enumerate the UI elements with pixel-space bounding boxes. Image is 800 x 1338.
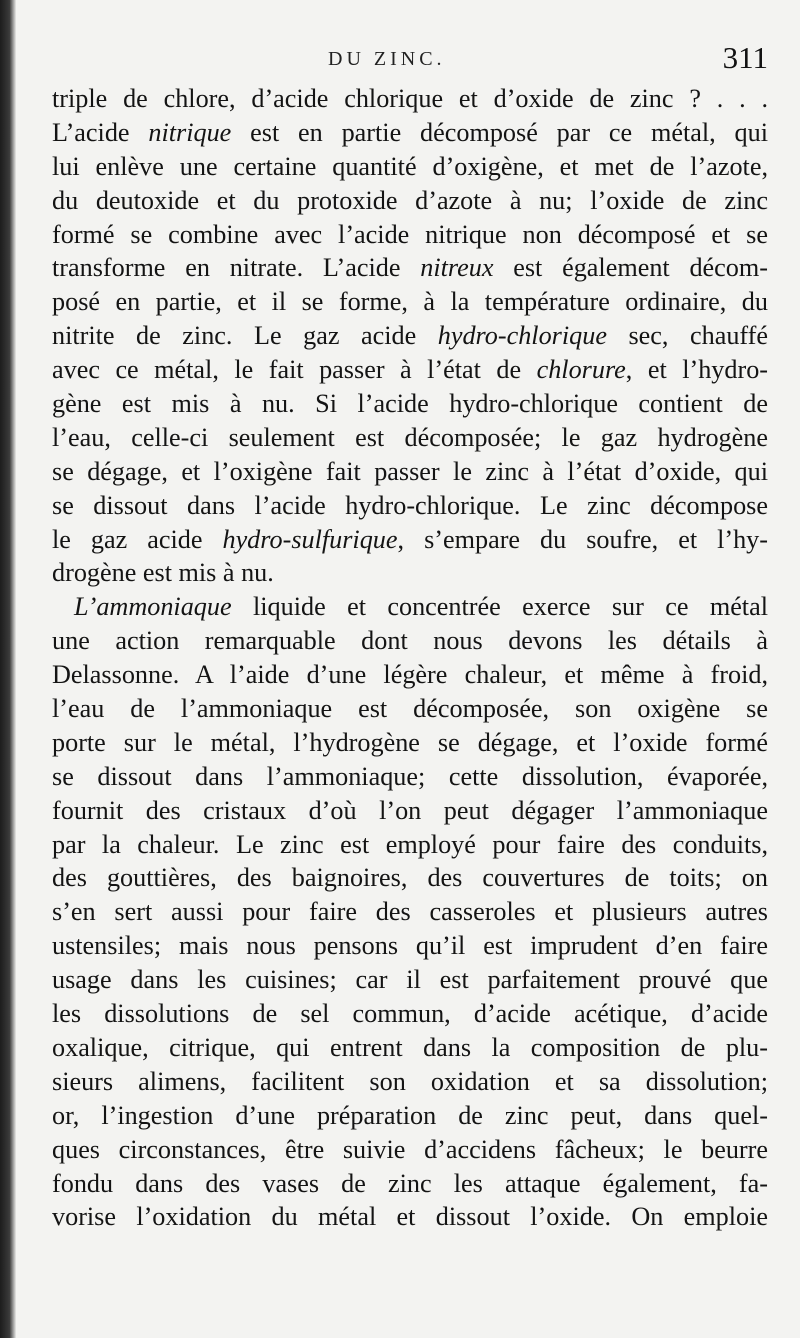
italic-term: nitrique <box>148 117 232 147</box>
text-run: du deutoxide et du protoxide d’azote à nu; l’oxide de zinc <box>52 185 768 215</box>
text-line <box>52 692 768 726</box>
text-run: le gaz acide <box>52 524 223 554</box>
text-run: usage dans les cuisines; car il est parfaitement prouvé que <box>52 965 768 995</box>
italic-term: nitreux <box>420 253 494 283</box>
text-run: gène est mis à nu. Si l’acide hydro-chlorique contient de <box>52 389 768 419</box>
text-line <box>52 421 768 455</box>
text-run: est également décom- <box>493 253 768 283</box>
text-run: par la chaleur. Le zinc est employé pour faire des conduits, <box>52 829 768 859</box>
text-line <box>52 760 768 794</box>
text-run: formé se combine avec l’acide nitrique non décomposé et se <box>52 219 768 249</box>
text-line <box>52 1099 768 1133</box>
page-number: 311 <box>722 40 768 75</box>
text-line <box>52 116 768 150</box>
text-run: se dissout dans l’acide hydro-chlorique. Le zinc décompose <box>52 490 768 520</box>
text-run: vorise l’oxidation du métal et dissout l’oxide. On emploie <box>52 1202 768 1232</box>
text-run: or, l’ingestion d’une préparation de zinc peut, dans quel- <box>52 1100 768 1130</box>
running-head: DU ZINC. <box>328 48 446 70</box>
text-run: fondu dans des vases de zinc les attaque également, fa- <box>52 1168 768 1198</box>
text-line <box>52 1031 768 1065</box>
body-text <box>52 82 768 1234</box>
text-line <box>52 489 768 523</box>
text-line <box>52 523 768 557</box>
text-run: oxalique, citrique, qui entrent dans la composition de plu- <box>52 1032 768 1062</box>
text-line <box>52 82 768 116</box>
text-line <box>52 150 768 184</box>
italic-term: chlorure <box>536 355 626 385</box>
text-line <box>52 251 768 285</box>
italic-term: hydro-chlorique <box>437 321 607 351</box>
text-run: fournit des cristaux d’où l’on peut dégager l’ammoniaque <box>52 795 768 825</box>
text-line <box>52 624 768 658</box>
text-run: porte sur le métal, l’hydrogène se dégage, et l’oxide formé <box>52 727 768 757</box>
text-line <box>52 556 768 590</box>
text-line <box>52 895 768 929</box>
text-run: Delassonne. A l’aide d’une légère chaleur, et même à froid, <box>52 660 768 690</box>
text-line <box>52 387 768 421</box>
text-run: L’acide <box>52 117 149 147</box>
text-line <box>52 828 768 862</box>
text-line <box>52 590 768 624</box>
text-line <box>52 963 768 997</box>
text-line <box>52 285 768 319</box>
text-line <box>52 1200 768 1234</box>
text-run: posé en partie, et il se forme, à la température ordinaire, du <box>52 287 768 317</box>
text-line <box>52 218 768 252</box>
text-run: , et l’hydro- <box>625 355 768 385</box>
text-run: l’eau, celle-ci seulement est décomposée; le gaz hydrogène <box>52 422 768 452</box>
text-run: des gouttières, des baignoires, des couvertures de toits; on <box>52 863 768 893</box>
text-run: s’en sert aussi pour faire des casseroles et plusieurs autres <box>52 897 768 927</box>
text-line <box>52 861 768 895</box>
text-run: une action remarquable dont nous devons les détails à <box>52 626 768 656</box>
text-run: triple de chlore, d’acide chlorique et d’oxide de zinc ? . . . <box>52 84 768 113</box>
text-run: se dégage, et l’oxigène fait passer le zinc à l’état d’oxide, qui <box>52 456 768 486</box>
text-line <box>52 726 768 760</box>
text-run: transforme en nitrate. L’acide <box>52 253 421 283</box>
text-run: , s’empare du soufre, et l’hy- <box>397 524 768 554</box>
text-run: lui enlève une certaine quantité d’oxigène, et met de l’azote, <box>52 151 768 181</box>
page-header <box>52 40 768 80</box>
italic-term: L’ammoniaque <box>74 592 232 622</box>
text-line <box>52 1065 768 1099</box>
text-line <box>52 1167 768 1201</box>
text-run: ques circonstances, être suivie d’accidens fâcheux; le beurre <box>52 1134 768 1164</box>
text-line <box>52 455 768 489</box>
text-run: ustensiles; mais nous pensons qu’il est imprudent d’en faire <box>52 931 768 961</box>
text-run: se dissout dans l’ammoniaque; cette dissolution, évaporée, <box>52 761 768 791</box>
text-run: l’eau de l’ammoniaque est décomposée, son oxigène se <box>52 694 768 724</box>
text-line <box>52 658 768 692</box>
page-binding-edge <box>0 0 16 1338</box>
italic-term: hydro-sulfurique <box>222 524 398 554</box>
text-run: sec, chauffé <box>606 321 768 351</box>
text-run: les dissolutions de sel commun, d’acide acétique, d’acide <box>52 999 768 1029</box>
text-run: est en partie décomposé par ce métal, qui <box>231 117 768 147</box>
text-line <box>52 997 768 1031</box>
text-run: drogène est mis à nu. <box>52 558 274 588</box>
text-line <box>52 184 768 218</box>
text-run: sieurs alimens, facilitent son oxidation et sa dissolution; <box>52 1066 768 1096</box>
text-line <box>52 929 768 963</box>
text-line <box>52 1133 768 1167</box>
text-run: liquide et concentrée exerce sur ce métal <box>231 592 768 622</box>
text-line <box>52 353 768 387</box>
text-line <box>52 319 768 353</box>
text-run: nitrite de zinc. Le gaz acide <box>52 321 438 351</box>
text-run: avec ce métal, le fait passer à l’état de <box>52 355 537 385</box>
text-line <box>52 794 768 828</box>
